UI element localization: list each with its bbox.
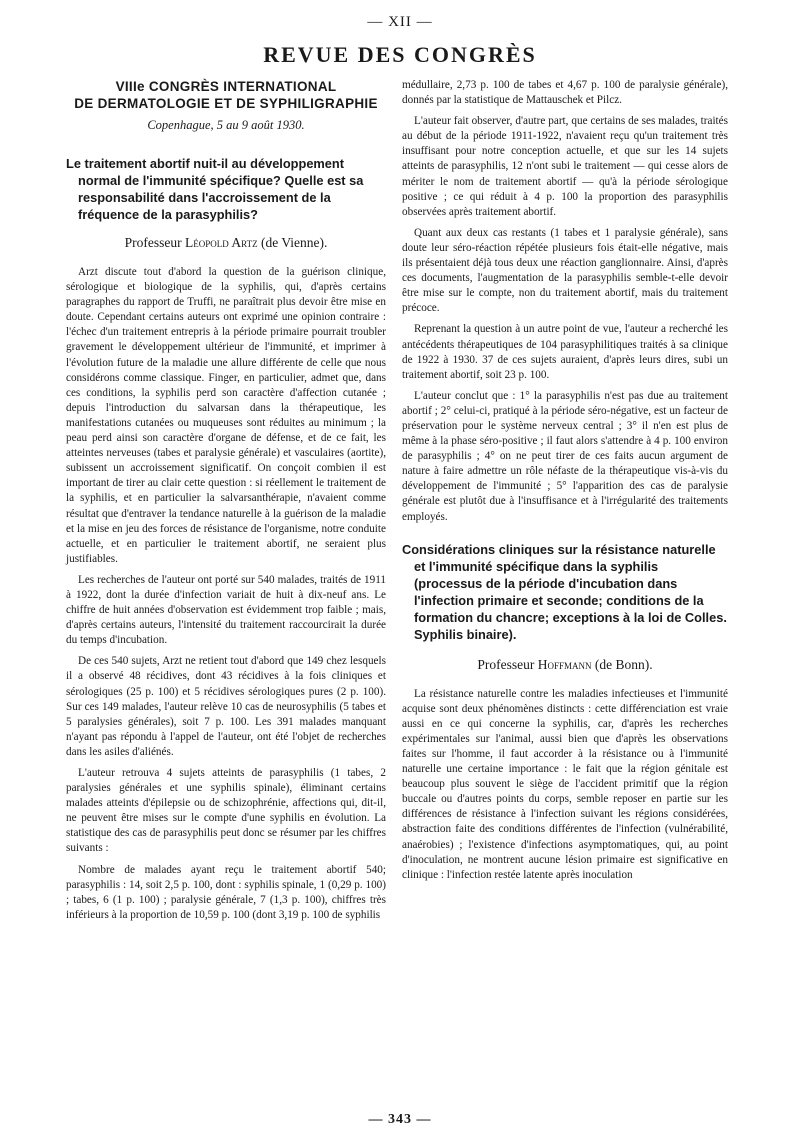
paragraph: Reprenant la question à un autre point de vue, l'auteur a recherché les antécédents thérapeutiques de 104 parasyphilitiques traités à sa clinique de 1922 à 1930. 37 de ces sujets auraient, d'après leurs dires, subi un traitement abortif, soit 23 p. 100. <box>402 323 728 381</box>
left-column <box>66 78 386 929</box>
paragraph: Les recherches de l'auteur ont porté sur 540 malades, traités de 1911 à 1922, dont la durée d'infection variait de huit à dix-neuf ans. Le chiffre de huit années d'observation est évidemment trop faible ; mais, d'après certains auteurs, l'intensité du traitement raccourcirait la durée du temps d'incubation. <box>66 573 386 647</box>
author-name: Léopold Artz <box>184 235 258 250</box>
conference-place: Copenhague, 5 au 9 août 1930. <box>147 118 305 132</box>
page-number: — 343 — <box>368 1112 432 1127</box>
article-1-author <box>66 235 386 251</box>
paragraph: Nombre de malades ayant reçu le traitement abortif 540; parasyphilis : 14, soit 2,5 p. 100, dont : syphilis spinale, 1 (0,29 p. 100) ; tabes, 6 (1 p. 100) ; paralysie générale, 7 (1,3 p. 100), chiffres très inférieurs à la proportion de 10,59 p. 100 (dont 3,19 p. 100 de syphilis <box>66 863 386 921</box>
paragraph: L'auteur retrouva 4 sujets atteints de parasyphilis (1 tabes, 2 paralysies générales et une syphilis spinale), éliminant certains malades atteints d'épilepsie ou de schizophrénie, affections qui, dit-il, ne peuvent être mises sur le compte d'une syphilis en évolution. La statistique des cas de parasyphilis peut donc se résumer par les chiffres suivants : <box>66 767 386 855</box>
conference-line-1: VIIIe CONGRÈS INTERNATIONAL <box>115 79 337 94</box>
article-1-title: Le traitement abortif nuit-il au développement normal de l'immunité spécifique? Quelle est sa responsabilité dans l'accroissement de la fréquence de la parasyphilis? <box>66 156 364 222</box>
right-column <box>402 78 728 889</box>
article-2-author <box>402 657 728 673</box>
conference-line-2: DE DERMATOLOGIE ET DE SYPHILIGRAPHIE <box>74 96 378 111</box>
article-2-title: Considérations cliniques sur la résistance naturelle et l'immunité spécifique dans la syphilis (processus de la période d'incubation dans l'infection primaire et seconde; conditions de la formation du chancre; exceptions à la loi de Colles. Syphilis binaire). <box>402 541 727 642</box>
paragraph: Arzt discute tout d'abord la question de la guérison clinique, sérologique et biologique de la syphilis, qui, d'après certains paragraphes du rapport de Truffi, ne paraîtrait plus devoir être mise en doute. Cependant certains auteurs ont exprimé une opinion contraire : l'échec d'un traitement entrepris à la période primaire pourrait troubler gravement le développement ultérieur de l'immunité, et imprimer à l'évolution future de la maladie une allure différente de celle que nous considérons comme classique. Finger, en particulier, admet que, dans ces conditions, la syphilis perd son caractère d'affection cutanée ; depuis l'introduction du salvarsan dans la thérapeutique, les manifestations cutanées ou muqueuses sont réduites au minimum ; la peau perd ainsi son caractère d'organe de défense, et de ce fait, les atteintes nerveuses (tabes et paralysie générale) et vasculaires (aortite), subissent un accroissement significatif. On conçoit combien il est important de tirer au clair cette question : si réellement le traitement de la syphilis, et en particulier la salvarsanthérapie, n'avaient comme résultat que d'entraver la tendance naturelle à la guérison de la maladie et la mise en jeu des forces de résistance de l'organisme, notre conduite actuelle, et en particulier le traitement abortif, ne seraient plus justifiables. <box>66 266 386 565</box>
author-suffix: (de Vienne). <box>257 235 328 250</box>
paragraph: Quant aux deux cas restants (1 tabes et 1 paralysie générale), sans doute leur séro-réaction répétée plusieurs fois était-elle négative, mais ils présentaient déjà tous deux une réaction ganglionnaire. Ainsi, d'après ces documents, l'augmentation de la parasyphilis semble-t-elle devoir être mise sur le compte, non du traitement abortif, mais du traitement précoce. <box>402 226 728 315</box>
running-head: — XII — <box>367 14 433 30</box>
author-name: Hoffmann <box>537 656 592 672</box>
paragraph: L'auteur fait observer, d'autre part, que certains de ses malades, traités au début de la période 1911-1922, n'avaient reçu qu'un traitement très insuffisant pour notre conception actuelle, et que sur les 14 sujets atteints de parasyphilis, 12 n'ont subi le traitement — qui cesse alors de mériter le nom de traitement abortif — qu'à la période sérologique positive ; ce qui réduit à 4 p. 100 la proportion des parasyphilis observées après traitement abortif. <box>402 115 728 218</box>
author-prefix: Professeur <box>477 656 538 672</box>
paragraph: médullaire, 2,73 p. 100 de tabes et 4,67 p. 100 de paralysie générale), donnés par la statistique de Mattauschek et Pilcz. <box>402 79 728 107</box>
paragraph: L'auteur conclut que : 1° la parasyphilis n'est pas due au traitement abortif ; 2° celui-ci, pratiqué à la période séro-négative, est un facteur de préservation pour le système nerveux central ; 3° il n'en est plus de même à la phase séro-positive ; il faut alors s'attendre à 4 p. 100 environ de parasyphilis ; 4° on ne peut tirer de ces faits aucun argument de nature à faire admettre un rôle néfaste de la thérapeutique vis-à-vis du développement de l'immunité ; 5° l'apparition des cas de paralysie générale est plutôt due à l'insuffisance et à l'irrégularité des traitements employés. <box>402 389 728 523</box>
paragraph: La résistance naturelle contre les maladies infectieuses et l'immunité acquise sont deux phénomènes distincts : cette différenciation est vraie aussi en ce qui concerne la syphilis, car, d'après les recherches expérimentales sur l'animal, aussi bien que d'après les observations faites sur l'homme, il faut accorder à la résistance ou à l'immunité naturelle une certaine importance : le fait que la région génitale est beaucoup plus souvent le siège de l'accident primitif que la région buccale ou d'autres points du corps, semble reposer en partie sur les différences de résistance à l'infection suivant les régions considérées, abstraction faite des conditions différentes de l'infection (vulnérabilité, anaérobies) ; l'existence d'infections asymptomatiques, qui, au point d'inoculation, ne montrent aucune lésion primaire est significative en clinique : l'infection restée latente après inoculation <box>402 687 728 881</box>
author-prefix: Professeur <box>124 235 185 250</box>
author-suffix: (de Bonn). <box>591 656 653 672</box>
section-title: REVUE DES CONGRÈS <box>263 42 537 67</box>
paragraph: De ces 540 sujets, Arzt ne retient tout d'abord que 149 chez lesquels il a observé 48 récidives, dont 43 récidives à la fois cliniques et sérologiques (25 p. 100) et 5 récidives sérologiques pures (2 p. 100). Sur ces 149 malades, l'auteur relève 10 cas de neurosyphilis (5 tabes et 5 paralysies générales), soit 7 p. 100. Les 391 malades manquant n'ayant pas répondu à l'appel de l'auteur, ont été l'objet de recherches dans les asiles d'aliénés. <box>66 655 386 758</box>
